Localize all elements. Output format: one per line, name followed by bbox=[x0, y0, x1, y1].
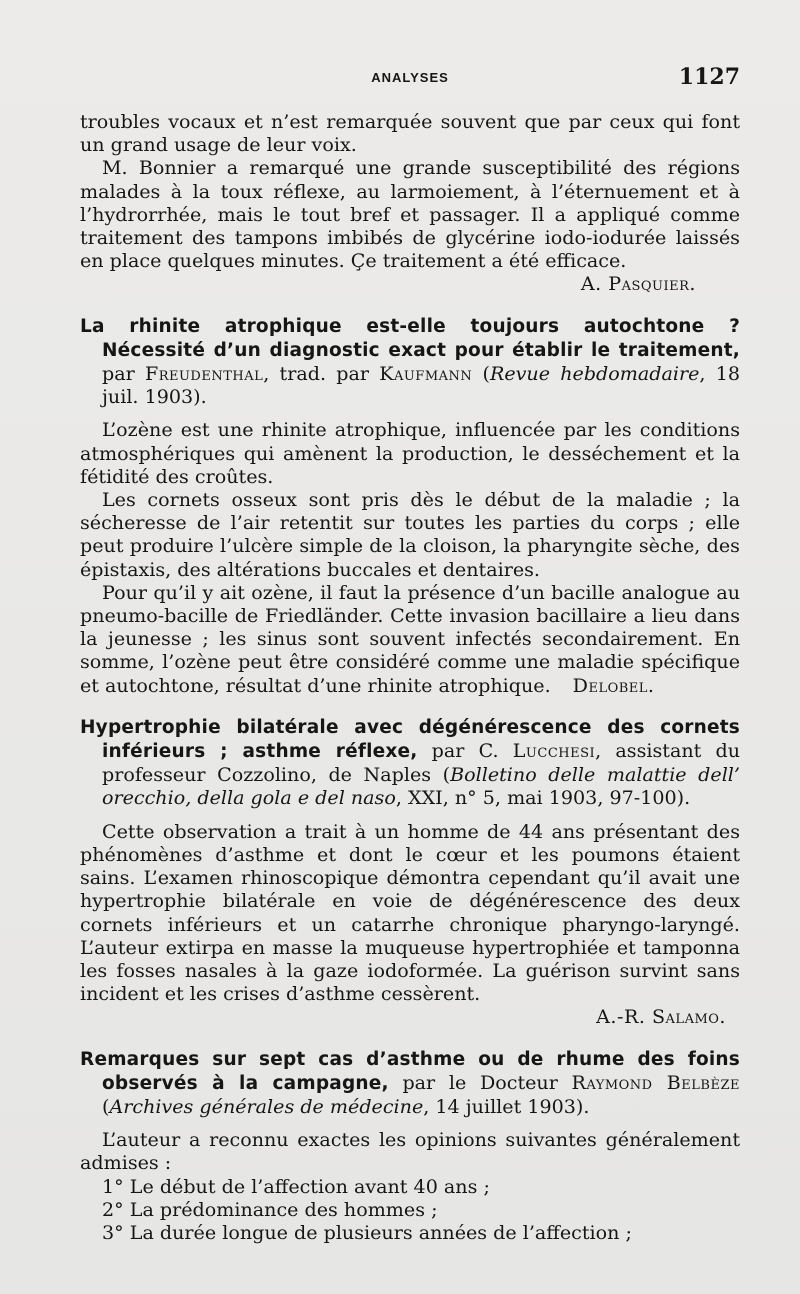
article-translator: Kaufmann bbox=[379, 362, 473, 386]
article-source: Archives générales de médecine bbox=[109, 1094, 424, 1118]
text-column bbox=[80, 110, 740, 1244]
article-author: Lucchesi bbox=[512, 739, 596, 763]
paragraph: Pour qu’il y ait ozène, il faut la présence d’un bacille analogue au pneumo-bacille de Friedländer. Cette invasion bacillaire a lieu dans la jeunesse ; les sinus sont souvent infectés secondairement. En somme, l’ozène peut être considéré comme une maladie spécifique et autochtone, résultat d’une rhinite atrophique. Delobel. bbox=[80, 580, 740, 697]
article-title: Hypertrophie bilatérale avec dégénérescence des cornets inférieurs ; asthme réflexe, bbox=[80, 716, 740, 763]
article-date: , 14 juillet 1903). bbox=[423, 1094, 590, 1118]
article-heading: Remarques sur sept cas d’asthme ou de rhume des foins observés à la campagne, par le Docteur Raymond Belbèze (Archives générales de médecine, 14 juillet 1903). bbox=[80, 1048, 740, 1118]
running-title: ANALYSES bbox=[371, 70, 449, 85]
article-author: Freudenthal bbox=[144, 362, 264, 386]
article-source: Bolletino delle malattie dell’ orecchio, della gola e del naso bbox=[102, 763, 740, 810]
article-author: Raymond Belbèze bbox=[571, 1070, 740, 1094]
list-item: 1° Le début de l’affection avant 40 ans ; bbox=[102, 1174, 490, 1198]
article-title: Remarques sur sept cas d’asthme ou de rhume des foins observés à la campagne, bbox=[80, 1048, 740, 1094]
paragraph: troubles vocaux et n’est remarquée souvent que par ceux qui font un grand usage de leur voix. bbox=[80, 110, 740, 157]
paragraph: L’ozène est une rhinite atrophique, influencée par les conditions atmosphériques qui amènent la production, le desséchement et la fétidité des croûtes. bbox=[80, 418, 740, 488]
article-date: , 18 juil. 1903). bbox=[102, 362, 740, 409]
article-title: La rhinite atrophique est-elle toujours autochtone ? Nécessité d’un diagnostic exact pour établir le traitement, bbox=[80, 315, 740, 361]
paragraph: M. Bonnier a remarqué une grande susceptibilité des régions malades à la toux réflexe, au larmoiement, à l’éternuement et à l’hydrorrhée, mais le tout bref et passager. Il a appliqué comme traitement des tampons imbibés de glycérine iodo-iodurée laissés en place quelques minutes. Çe traitement a été efficace. bbox=[80, 156, 740, 273]
page-number: 1127 bbox=[678, 64, 740, 90]
list-item: 3° La durée longue de plusieurs années de l’affection ; bbox=[102, 1220, 632, 1244]
article-heading: La rhinite atrophique est-elle toujours autochtone ? Nécessité d’un diagnostic exact pour établir le traitement, par Freudenthal, trad. par Kaufmann (Revue hebdomadaire, 18 juil. 1903). bbox=[80, 315, 740, 409]
author-signature: Delobel. bbox=[572, 673, 655, 697]
paragraph: L’auteur a reconnu exactes les opinions suivantes généralement admises : bbox=[80, 1128, 740, 1175]
signature-name: A.-R. Salamo. bbox=[596, 1005, 726, 1029]
numbered-list bbox=[80, 1175, 740, 1245]
paragraph: Les cornets osseux sont pris dès le début de la maladie ; la sécheresse de l’air retentit sur toutes les parties du corps ; elle peut produire l’ulcère simple de la cloison, la pharyngite sèche, des épistaxis, des altérations buccales et dentaires. bbox=[80, 488, 740, 581]
article-reference: , XXI, n° 5, mai 1903, 97-100). bbox=[395, 786, 691, 810]
author-signature bbox=[80, 1005, 740, 1028]
article-source: Revue hebdomadaire bbox=[489, 362, 700, 386]
paragraph: Cette observation a trait à un homme de 44 ans présentant des phénomènes d’asthme et dont le cœur et les poumons étaient sains. L’examen rhinoscopique démontra cependant qu’il avait une hypertrophie bilatérale en voie de dégénérescence des deux cornets inférieurs et un catarrhe chronique pharyngo-laryngé. L’auteur extirpa en masse la muqueuse hypertrophiée et tamponna les fosses nasales à la gaze iodoformée. La guérison survint sans incident et les crises d’asthme cessèrent. bbox=[80, 819, 740, 1006]
signature-name: A. Pasquier. bbox=[580, 272, 696, 296]
article-heading: Hypertrophie bilatérale avec dégénérescence des cornets inférieurs ; asthme réflexe, par C. Lucchesi, assistant du professeur Cozzolino, de Naples (Bolletino delle malattie dell’ orecchio, della gola e del naso, XXI, n° 5, mai 1903, 97-100). bbox=[80, 716, 740, 810]
page-header bbox=[80, 64, 740, 100]
list-item: 2° La prédominance des hommes ; bbox=[102, 1197, 438, 1221]
author-signature bbox=[80, 272, 740, 295]
